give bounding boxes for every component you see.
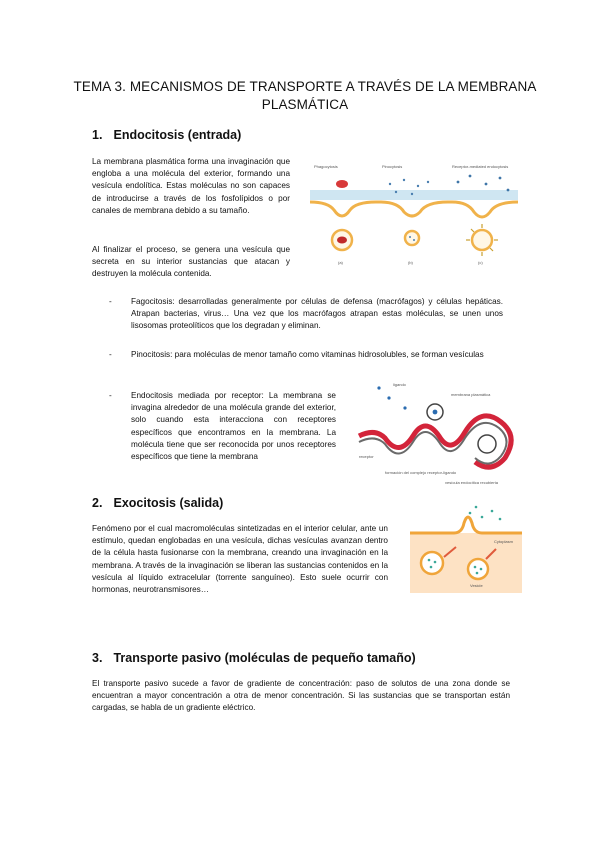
exocitosis-paragraph: Fenómeno por el cual macromoléculas sintetizadas en el interior celular, ante un estímulo, quedan englobadas en una vesícula, dichas vesículas avanzan dentro de la célula hasta fusionarse con la membrana, creando una invaginación en la membrana. A través de la invaginación se liberan las sustancias contenidos en la vesícula al líquido extracelular (torrente sanguíneo). Esto suele ocurrir con hormonas, neurotransmisores… [92, 524, 388, 595]
svg-text:(b): (b) [408, 260, 413, 265]
fig-label-complejo: formación del complejo receptor-ligando [385, 470, 457, 475]
figure-label-receptor: Receptor-mediated endocytosis [452, 164, 509, 169]
figure-label-pinocytosis: Pinocytosis [382, 164, 403, 169]
endocitosis-paragraph-2: Al finalizar el proceso, se genera una vesícula que secreta en su interior sustancias que atacan y destruyen la molécula contenida. [92, 245, 290, 279]
list-item-fagocitosis: - Fagocitosis: desarrolladas generalmente por células de defensa (macrófagos) y células hepáticas. Atrapan bacterias, virus… Una vez que los macrófagos atrapan estas moléculas, se unen unos lisosomas proteolíticos que los degradan y eliminan. [109, 297, 503, 331]
svg-text:(a): (a) [338, 260, 343, 265]
figure-label-phagocytosis: Phagocytosis [314, 164, 338, 169]
transporte-pasivo-paragraph: El transporte pasivo sucede a favor de gradiente de concentración: paso de solutos de una zona donde se encuentran a mayor concentración a otra de menor concentración. Si las sustancias que se transportan están cargadas, se habla de un gradiente eléctrico. [92, 679, 510, 713]
section-heading-exocitosis: 2. Exocitosis (salida) [92, 496, 224, 510]
fig-label-receptor: receptor [359, 454, 374, 459]
endocytosis-types-figure [308, 162, 520, 270]
page-title: TEMA 3. MECANISMOS DE TRANSPORTE A TRAVÉS DE LA MEMBRANA PLASMÁTICA [73, 79, 537, 112]
svg-text:(c): (c) [478, 260, 483, 265]
section-heading-transporte-pasivo: 3. Transporte pasivo (moléculas de pequeño tamaño) [92, 651, 416, 665]
receptor-endocytosis-figure [355, 378, 523, 490]
list-item-endocitosis-receptor: - Endocitosis mediada por receptor: La membrana se invagina alrededor de una molécula grande del exterior, solo cuando esta interacciona con receptores específicos que encontramos en la membrana. La molécula tiene que ser reconocida por unos receptores específicos que tiene la membrana [109, 391, 336, 462]
fig-label-membrana: membrana plasmática [451, 392, 491, 397]
fig-label-cytoplasm: Cytoplasm [494, 539, 513, 544]
list-item-pinocitosis: - Pinocitosis: para moléculas de menor tamaño como vitaminas hidrosolubles, se forman vesículas [109, 350, 484, 359]
fig-label-vesicle: Vesicle [470, 583, 483, 588]
fig-label-vesicula: vesícula endocítica recubierta [445, 480, 498, 485]
endocitosis-paragraph-1: La membrana plasmática forma una invaginación que engloba a una molécula del exterior, formando una vesícula endolítica. Estas moléculas no son capaces de introducirse a través de los fosfolípidos o por canales de membrana debido a su tamaño. [92, 157, 290, 215]
section-heading-endocitosis: 1. Endocitosis (entrada) [92, 128, 242, 142]
particle-shape [336, 180, 348, 188]
fig-label-ligando: ligando [393, 382, 406, 387]
exocytosis-figure [410, 503, 522, 593]
